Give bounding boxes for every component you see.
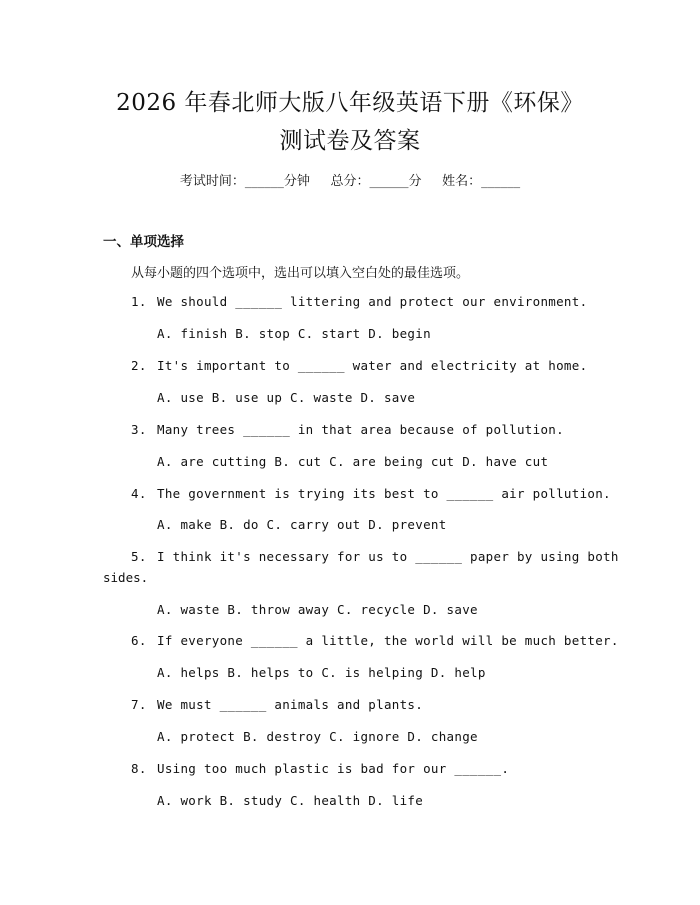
question-item [131,294,587,309]
question-text: We should ______ littering and protect our environment. [157,294,588,309]
question-options: A. use B. use up C. waste D. save [157,390,416,405]
question-number: 3. [131,422,147,437]
section-heading: 一、单项选择 [103,234,184,250]
question-item [131,761,509,776]
question-options: A. work B. study C. health D. life [157,793,424,808]
question-number: 5. [131,549,147,564]
page-title-line1: 2026 年春北师大版八年级英语下册《环保》 [116,90,584,116]
question-text: It's important to ______ water and electricity at home. [157,358,588,373]
section-instruction: 从每小题的四个选项中，选出可以填入空白处的最佳选项。 [131,266,470,281]
question-options: A. waste B. throw away C. recycle D. save [157,602,478,617]
question-number: 4. [131,486,147,501]
question-options: A. make B. do C. carry out D. prevent [157,517,447,532]
question-text: I think it's necessary for us to ______ paper by using both [157,549,619,564]
question-item [131,358,587,373]
question-item [131,697,423,712]
question-text: Using too much plastic is bad for our ______. [157,761,510,776]
question-options: A. helps B. helps to C. is helping D. help [157,665,486,680]
question-text-continued: sides. [103,570,149,585]
question-item [131,549,619,564]
question-text: If everyone ______ a little, the world will be much better. [157,633,619,648]
question-number: 2. [131,358,147,373]
question-options: A. finish B. stop C. start D. begin [157,326,431,341]
question-item [131,633,619,648]
exam-info-line: 考试时间：______分钟 总分：______分 姓名：______ [179,174,521,189]
question-number: 7. [131,697,147,712]
question-item [131,422,564,437]
question-options: A. are cutting B. cut C. are being cut D. have cut [157,454,549,469]
question-number: 1. [131,294,147,309]
question-item [131,486,611,501]
question-text: The government is trying its best to ______ air pollution. [157,486,611,501]
question-options: A. protect B. destroy C. ignore D. change [157,729,478,744]
question-text: Many trees ______ in that area because of pollution. [157,422,564,437]
page-title-line2: 测试卷及答案 [279,128,421,154]
question-text: We must ______ animals and plants. [157,697,424,712]
question-number: 8. [131,761,147,776]
question-number: 6. [131,633,147,648]
